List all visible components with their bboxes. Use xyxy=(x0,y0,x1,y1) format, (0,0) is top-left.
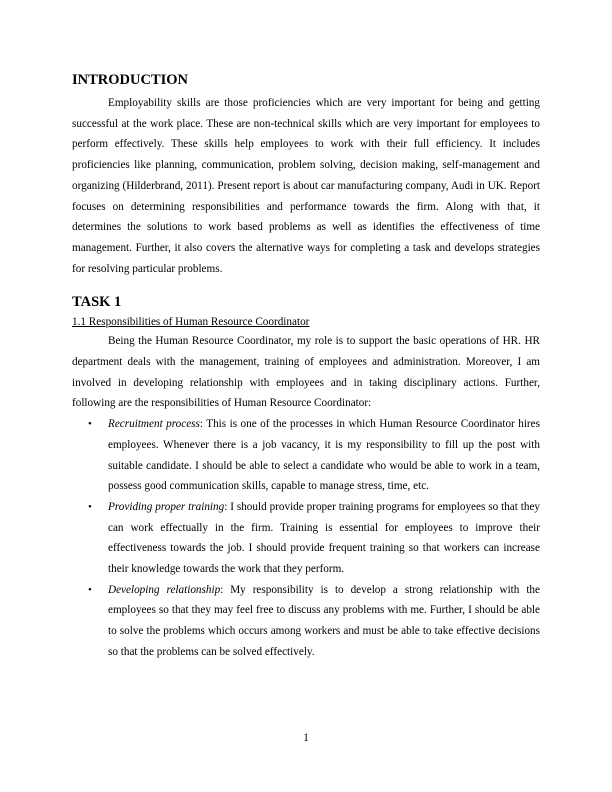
bullet-icon: • xyxy=(88,583,92,596)
task1-subheading: 1.1 Responsibilities of Human Resource Coordinator xyxy=(72,316,310,329)
bullet-term: Providing proper training xyxy=(108,500,225,513)
list-item xyxy=(72,497,540,580)
bullet-text: : This is one of the processes in which Human Resource Coordinator hires employees. Whenever there is a job vacancy, it is my responsibility to fill up the post with suitable candidate. I should be able to select a candidate who would be able to work in a team, possess good communication skills, capable to manage stress, time, etc. xyxy=(108,418,540,493)
bullet-term: Recruitment process xyxy=(108,418,200,431)
list-item xyxy=(72,414,540,497)
responsibilities-list xyxy=(72,414,540,662)
task1-heading: TASK 1 xyxy=(72,294,122,311)
bullet-text: : I should provide proper training programs for employees so that they can work effectually in the firm. Training is essential for employees to improve their effectiveness towards the job. I should provide frequent training so that workers can increase their knowledge towards the work that they perform. xyxy=(108,500,541,576)
bullet-text: : My responsibility is to develop a strong relationship with the employees so that they may feel free to discuss any problems with me. Further, I should be able to solve the problems which occurs among workers and must be able to take effective decisions so that the problems can be solved effectively. xyxy=(108,583,540,658)
bullet-icon: • xyxy=(88,500,92,513)
introduction-paragraph: Employability skills are those proficiencies which are very important for being and getting successful at the work place. These are non-technical skills which are very important for employees to perform effectively. These skills help employees to work with their full efficiency. It includes proficiencies like planning, communication, problem solving, decision making, self-management and organizing (Hilderbrand, 2011). Present report is about car manufacturing company, Audi in UK. Report focuses on determining responsibilities and performance towards the firm. Along with that, it determines the solutions to work based problems as well as identifies the effectiveness of time management. Further, it also covers the alternative ways for completing a task and develops strategies for resolving particular problems. xyxy=(72,97,540,275)
page-content xyxy=(72,71,540,663)
list-item xyxy=(72,580,540,663)
introduction-heading: INTRODUCTION xyxy=(72,72,189,88)
page-number: 1 xyxy=(303,732,309,744)
task1-paragraph: Being the Human Resource Coordinator, my role is to support the basic operations of HR. HR department deals with the management, training of employees and administration. Moreover, I am involved in developing relationship with employees and in taking disciplinary actions. Further, following are the responsibilities of Human Resource Coordinator: xyxy=(72,335,540,410)
bullet-term: Developing relationship xyxy=(108,583,221,596)
bullet-icon: • xyxy=(88,418,92,431)
